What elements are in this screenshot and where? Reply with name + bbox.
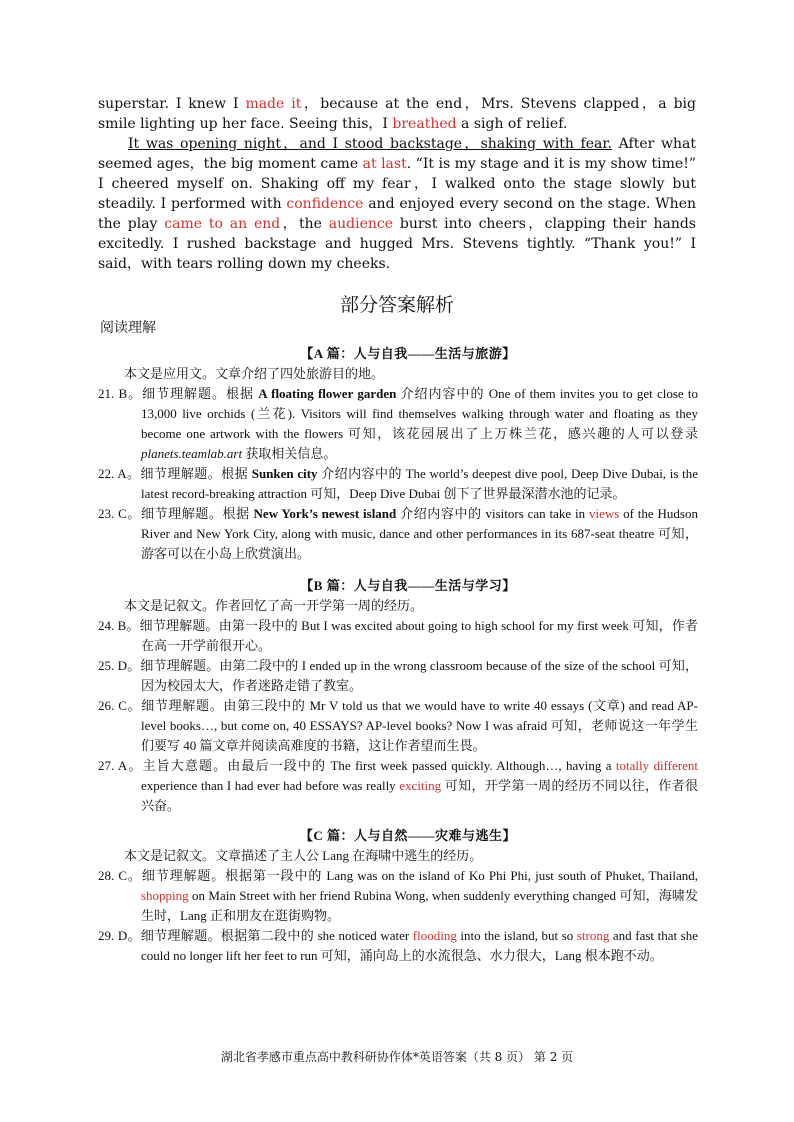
answer-text: 29. D。细节理解题。根据第二段中的 she noticed water bbox=[98, 928, 413, 943]
answer-text: on Main Street with her friend Rubina Wong, when suddenly everything changed 可知，海啸发生时，Lang 正和朋友在逛街购物。 bbox=[141, 888, 698, 923]
passage-a-block bbox=[98, 344, 698, 564]
answer-text: 23. C。细节理解题。根据 bbox=[98, 506, 254, 521]
passage-title: 【A 篇：人与自我——生活与旅游】 bbox=[300, 346, 516, 361]
answer-24: 24. B。细节理解题。由第一段中的 But I was excited about going to high school for my first week 可知，作者在高一开学前很开心。 bbox=[98, 618, 698, 653]
answer-text: 获取相关信息。 bbox=[242, 446, 337, 461]
answer-text: 可知，开学第一周的经历不同以往，作者很兴奋。 bbox=[141, 778, 698, 813]
answer-text: experience than I had ever had before was really bbox=[141, 778, 400, 793]
highlighted-phrase: made it bbox=[245, 96, 302, 112]
passage-intro: 本文是记叙文。作者回忆了高一开学第一周的经历。 bbox=[124, 598, 424, 613]
answer-28 bbox=[98, 866, 698, 926]
highlighted-phrase: at last bbox=[362, 156, 407, 172]
answer-text: of the Hudson River and New York City, along with music, dance and other performances in its 687-seat theatre 可知，游客可以在小岛上欣赏演出。 bbox=[141, 506, 698, 561]
answer-text: 介绍内容中的 visitors can take in bbox=[396, 506, 589, 521]
answer-text: 27. A。主旨大意题。由最后一段中的 The first week passed quickly. Although…, having a bbox=[98, 758, 616, 773]
bold-term: A floating flower garden bbox=[258, 386, 397, 401]
essay-paragraph-2 bbox=[98, 134, 696, 274]
section-subtitle: 阅读理解 bbox=[100, 320, 156, 336]
answer-26: 26. C。细节理解题。由第三段中的 Mr V told us that we would have to write 40 essays (文章) and read AP-level books…, but come on, 40 ESSAYS? AP-level books? Now I was afraid 可知，老师说这一年学生们要写 40 篇文章并阅读高难度的书籍，这让作者望而生畏。 bbox=[98, 698, 698, 753]
highlighted-phrase: confidence bbox=[286, 196, 364, 212]
highlighted-word: views bbox=[588, 506, 620, 521]
passage-title: 【B 篇：人与自我——生活与学习】 bbox=[300, 578, 516, 593]
essay-text: ，the bbox=[280, 216, 329, 232]
highlighted-word: flooding bbox=[412, 928, 457, 943]
answer-29 bbox=[98, 926, 698, 966]
section-title: 部分答案解析 bbox=[339, 294, 454, 316]
essay-text: and enjoyed every second on the stage. When the play bbox=[98, 196, 696, 232]
essay-paragraph-1 bbox=[98, 94, 696, 134]
answer-21 bbox=[98, 384, 698, 464]
essay-text: a sigh of relief. bbox=[456, 116, 568, 132]
essay-text: After what seemed ages，the big moment came bbox=[98, 136, 696, 172]
passage-intro: 本文是应用文。文章介绍了四处旅游目的地。 bbox=[124, 366, 385, 381]
passage-c-block bbox=[98, 826, 698, 966]
answer-text: 介绍内容中的 One of them invites you to get close to 13,000 live orchids (兰花). Visitors will find themselves walking through water and floating as they become one artwork with the flowers 可知，该花园展出了上万株兰花，感兴趣的人可以登录 bbox=[141, 386, 699, 441]
essay-text: . “It is my stage and it is my show time!” I cheered myself on. Shaking off my fear，I walked onto the stage slowly but steadily. I performed with bbox=[98, 156, 697, 212]
essay-continuation bbox=[98, 94, 696, 274]
underlined-sentence: It was opening night，and I stood backstage，shaking with fear. bbox=[128, 136, 612, 152]
answer-text: 介绍内容中的 The world’s deepest dive pool, Deep Dive Dubai, is the latest record-breaking attraction 可知，Deep Dive Dubai 创下了世界最深潜水池的记录。 bbox=[141, 466, 698, 501]
answer-23 bbox=[98, 504, 698, 564]
bold-term: New York’s newest island bbox=[253, 506, 397, 521]
highlighted-word: exciting bbox=[399, 778, 442, 793]
highlighted-phrase: came to an end bbox=[164, 216, 281, 232]
passage-intro: 本文是记叙文。文章描述了主人公 Lang 在海啸中逃生的经历。 bbox=[124, 848, 483, 863]
highlighted-word: totally different bbox=[615, 758, 698, 773]
answer-text: 28. C。细节理解题。根据第一段中的 Lang was on the island of Ko Phi Phi, just south of Phuket, Thailand, bbox=[98, 868, 698, 883]
italic-url: planets.teamlab.art bbox=[141, 446, 243, 461]
highlighted-word: shopping bbox=[141, 888, 189, 903]
highlighted-phrase: breathed bbox=[392, 116, 457, 132]
essay-text: ，because at the end，Mrs. Stevens clapped，a big smile lighting up her face. Seeing this，I bbox=[98, 96, 696, 132]
essay-text: superstar. I knew I bbox=[98, 96, 246, 112]
answer-text: 21. B。细节理解题。根据 bbox=[98, 386, 259, 401]
answer-27 bbox=[98, 756, 698, 816]
highlighted-phrase: audience bbox=[328, 216, 394, 232]
answer-text: 22. A。细节理解题。根据 bbox=[98, 466, 252, 481]
essay-text: burst into cheers，clapping their hands excitedly. I rushed backstage and hugged Mrs. Stevens tightly. “Thank you!” I said，with tears rolling down my cheeks. bbox=[98, 216, 696, 272]
page-footer: 湖北省孝感市重点高中教科研协作体*英语答案（共 8 页） 第 2 页 bbox=[220, 1050, 574, 1064]
passage-title: 【C 篇：人与自然——灾难与逃生】 bbox=[299, 828, 517, 843]
answer-22 bbox=[98, 464, 698, 504]
answer-25: 25. D。细节理解题。由第二段中的 I ended up in the wrong classroom because of the size of the school 可知，因为校园太大，作者迷路走错了教室。 bbox=[98, 658, 698, 693]
answer-text: into the island, but so bbox=[456, 928, 577, 943]
highlighted-word: strong bbox=[576, 928, 610, 943]
answer-text: and fast that she could no longer lift her feet to run 可知，涌向岛上的水流很急、水力很大，Lang 根本跑不动。 bbox=[141, 928, 698, 963]
passage-b-block bbox=[98, 576, 698, 816]
bold-term: Sunken city bbox=[251, 466, 318, 481]
